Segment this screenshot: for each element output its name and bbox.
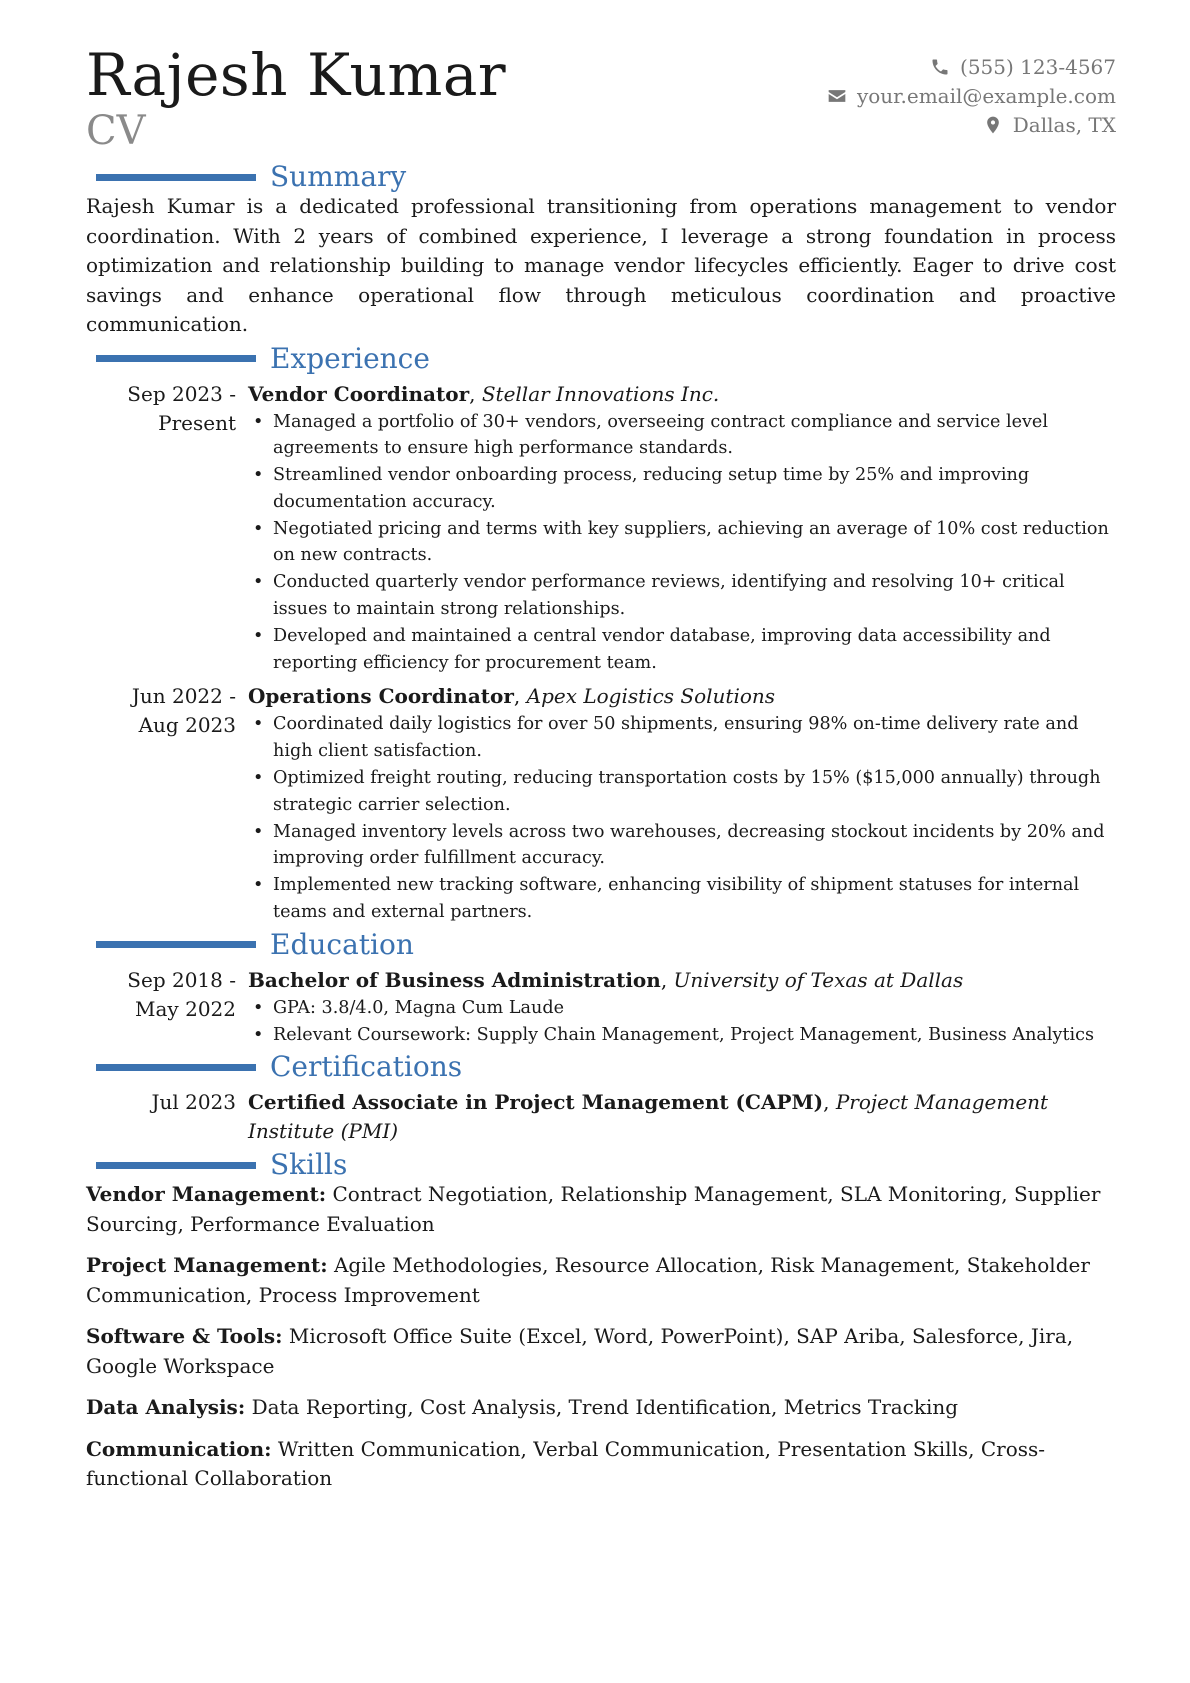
certification-name: Certified Associate in Project Management (CAPM)	[248, 1090, 824, 1115]
bullet-list	[248, 995, 1116, 1049]
bullet-item: • GPA: 3.8/4.0, Magna Cum Laude	[248, 995, 1116, 1022]
phone-row	[827, 52, 1116, 81]
envelope-icon	[827, 86, 847, 106]
skill-row	[86, 1393, 1116, 1423]
skill-values: Contract Negotiation, Relationship Management, SLA Monitoring, Supplier Sourcing, Performance Evaluation	[86, 1182, 1101, 1236]
skill-category: Software & Tools:	[86, 1324, 283, 1349]
bullet-list	[248, 711, 1116, 925]
certification-entry	[86, 1088, 1116, 1146]
entry-body	[248, 966, 1116, 1049]
bullet-item: • Managed inventory levels across two warehouses, decreasing stockout incidents by 20% and improving order fulfillment accuracy.	[248, 819, 1116, 873]
candidate-name: Rajesh Kumar	[86, 41, 507, 109]
skill-values: Written Communication, Verbal Communication, Presentation Skills, Cross-functional Collaboration	[86, 1436, 1046, 1491]
resume-page	[86, 40, 1116, 1506]
bullet-item: • Relevant Coursework: Supply Chain Management, Project Management, Business Analytics	[248, 1022, 1116, 1049]
entry-date: Sep 2023 - Present	[127, 381, 236, 435]
bullet-item: • Negotiated pricing and terms with key suppliers, achieving an average of 10% cost reduction on new contracts.	[248, 516, 1116, 570]
section-title: Skills	[270, 1148, 348, 1182]
skill-row	[86, 1180, 1116, 1239]
bullet-item: • Developed and maintained a central vendor database, improving data accessibility and reporting efficiency for procurement team.	[248, 623, 1116, 677]
job-title: Operations Coordinator	[248, 684, 514, 709]
section-heading	[86, 927, 1116, 961]
summary-text: Rajesh Kumar is a dedicated professional transitioning from operations management to vendor coordination. With 2 years of combined experience, I leverage a strong foundation in process optimization and relationship building to manage vendor lifecycles efficiently. Eager to drive cost savings and enhance operational flow through meticulous coordination and proactive communication.	[86, 194, 1116, 336]
entry-heading: Bachelor of Business Administration, University of Texas at Dallas	[248, 967, 964, 992]
entry-date: Jul 2023	[151, 1090, 236, 1115]
institution: University of Texas at Dallas	[673, 967, 964, 992]
email-text[interactable]: your.email@example.com	[856, 83, 1116, 108]
summary-section	[86, 162, 1116, 340]
section-title: Education	[270, 927, 414, 961]
skill-row	[86, 1251, 1116, 1310]
employer: Stellar Innovations Inc.	[481, 381, 720, 406]
phone-icon	[930, 57, 950, 77]
email-row	[827, 81, 1116, 110]
skill-row	[86, 1322, 1116, 1381]
entry-heading: Vendor Coordinator, Stellar Innovations Inc.	[248, 381, 720, 406]
bullet-item: • Conducted quarterly vendor performance reviews, identifying and resolving 10+ critical issues to maintain strong relationships.	[248, 569, 1116, 623]
section-heading	[86, 1052, 1116, 1082]
bullet-item: • Implemented new tracking software, enhancing visibility of shipment statuses for internal teams and external partners.	[248, 872, 1116, 926]
section-heading	[86, 162, 1116, 192]
skill-category: Project Management:	[86, 1253, 328, 1278]
skill-row	[86, 1435, 1116, 1494]
skill-category: Communication:	[86, 1436, 272, 1461]
entry-body	[248, 380, 1116, 677]
job-title: Vendor Coordinator	[248, 381, 470, 406]
degree: Bachelor of Business Administration	[248, 967, 661, 992]
bullet-item: • Managed a portfolio of 30+ vendors, overseeing contract compliance and service level agreements to ensure high performance standards.	[248, 409, 1116, 463]
skill-category: Vendor Management:	[86, 1182, 327, 1207]
location-text: Dallas, TX	[1012, 112, 1116, 137]
entry-date: Sep 2018 - May 2022	[127, 967, 236, 1021]
education-entry	[86, 966, 1116, 1049]
entry-heading: Operations Coordinator, Apex Logistics Solutions	[248, 684, 776, 709]
phone-text[interactable]: (555) 123-4567	[960, 54, 1116, 79]
employer: Apex Logistics Solutions	[526, 684, 776, 709]
resume-header	[86, 40, 1116, 158]
section-title: Experience	[270, 341, 430, 375]
section-rule	[96, 174, 256, 181]
section-title: Summary	[270, 160, 407, 193]
bullet-item: • Coordinated daily logistics for over 50 shipments, ensuring 98% on-time delivery rate and high client satisfaction.	[248, 711, 1116, 765]
section-heading	[86, 341, 1116, 375]
section-rule	[96, 941, 256, 948]
section-rule	[96, 355, 256, 362]
education-section	[86, 927, 1116, 1049]
bullet-item: • Streamlined vendor onboarding process, reducing setup time by 25% and improving documentation accuracy.	[248, 462, 1116, 516]
map-marker-icon	[983, 115, 1003, 135]
section-title: Certifications	[270, 1050, 463, 1084]
contact-info	[827, 52, 1116, 139]
certifications-section	[86, 1052, 1116, 1146]
issuer: Project Management Institute (PMI)	[248, 1090, 1049, 1144]
entry-heading: Certified Associate in Project Management (CAPM), Project Management Institute (PMI)	[248, 1090, 1049, 1144]
experience-entry	[86, 380, 1116, 677]
skill-values: Microsoft Office Suite (Excel, Word, PowerPoint), SAP Ariba, Salesforce, Jira, Google Workspace	[86, 1324, 1074, 1378]
skill-values: Agile Methodologies, Resource Allocation, Risk Management, Stakeholder Communication, Process Improvement	[86, 1253, 1090, 1307]
experience-section	[86, 341, 1116, 926]
location-row	[827, 110, 1116, 139]
experience-entry	[86, 682, 1116, 925]
entry-body	[248, 1088, 1116, 1146]
bullet-item: • Optimized freight routing, reducing transportation costs by 15% ($15,000 annually) through strategic carrier selection.	[248, 765, 1116, 819]
section-heading	[86, 1150, 1116, 1180]
entry-body	[248, 682, 1116, 925]
document-subtitle: CV	[86, 108, 146, 154]
section-rule	[96, 1064, 256, 1071]
entry-date: Jun 2022 - Aug 2023	[131, 684, 236, 738]
skill-category: Data Analysis:	[86, 1395, 246, 1420]
section-rule	[96, 1162, 256, 1169]
bullet-list	[248, 409, 1116, 677]
skills-section	[86, 1150, 1116, 1494]
skill-values: Data Reporting, Cost Analysis, Trend Identification, Metrics Tracking	[251, 1395, 959, 1420]
